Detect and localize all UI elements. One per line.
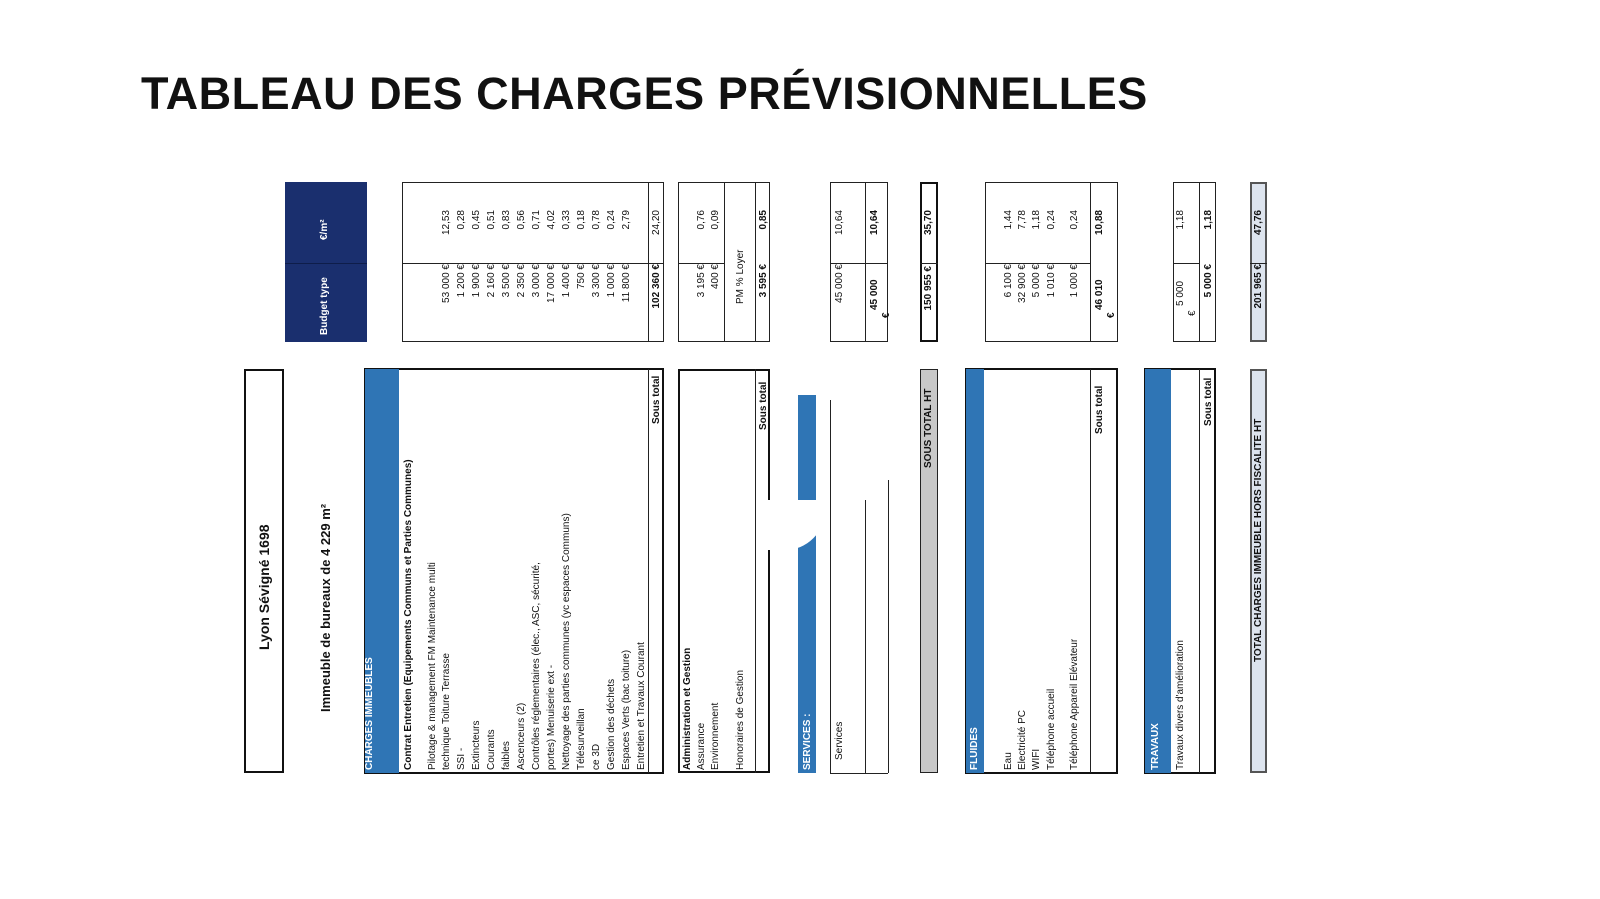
charges-subheader: Contrat Entretien (Equipements Communs et Parties Communes) (403, 459, 414, 770)
charges-item-amount: 3 000 € (531, 264, 542, 298)
sous-total-ht-amount: 150 955 € (923, 266, 934, 311)
charges-item-amount: 1 200 € (456, 264, 467, 298)
administration-subtotal-label: Sous total (758, 381, 769, 430)
fluides-item-per-m2: 1,18 (1031, 210, 1042, 230)
charges-item-per-m2: 0,56 (516, 210, 527, 230)
sous-total-ht-values-box (920, 182, 938, 342)
services-item-per-m2: 10,64 (834, 210, 845, 236)
fluides-subtotal-per-m2: 10,88 (1094, 210, 1105, 236)
services-subtotal-amount: 45 000 (869, 279, 880, 310)
total-values-box (1250, 182, 1267, 342)
administration-item-per-m2: 0,09 (710, 210, 721, 230)
fluides-label: FLUIDES (969, 727, 980, 770)
charges-item-per-m2: 0,83 (501, 210, 512, 230)
fluides-item-per-m2: 7,78 (1017, 210, 1028, 230)
travaux-item-currency: € (1187, 310, 1198, 316)
administration-subtotal-per-m2: 0,85 (758, 210, 769, 230)
fluides-item-amount: 6 100 € (1003, 264, 1014, 298)
charges-item-amount: 11 800 € (621, 264, 632, 303)
charges-item-label: Télésurveillan (576, 708, 587, 770)
charges-item-label: Extincteurs (471, 720, 482, 770)
fluides-item-amount: 5 000 € (1031, 264, 1042, 298)
charges-item-label: Nettoyage des parties communes (yc espaces Communs) (561, 513, 572, 770)
charges-item-label: Entretien et Travaux Courant (636, 642, 647, 770)
administration-item-amount: PM % Loyer (735, 249, 746, 304)
fluides-item-label: Electricité PC (1017, 709, 1028, 770)
charges-item-label: Courants (486, 729, 497, 770)
charges-item-label: portes) Menuiserie ext - (546, 664, 557, 770)
fluides-item-amount: 32 900 € (1017, 264, 1028, 303)
charges-item-amount: 1 900 € (471, 264, 482, 298)
charges-item-per-m2: 0,78 (591, 210, 602, 230)
charges-item-label: faibles (501, 741, 512, 770)
administration-item-label: Assurance (696, 722, 707, 770)
administration-item-per-m2: 0,76 (696, 210, 707, 230)
fluides-subtotal-currency: € (1106, 312, 1117, 318)
travaux-header (1145, 369, 1171, 773)
travaux-item-label: Travaux divers d'amélioration (1175, 640, 1186, 770)
travaux-label: TRAVAUX (1150, 723, 1161, 770)
charges-values-box (402, 182, 664, 342)
charges-item-label: technique Toiture Terrasse (441, 653, 452, 770)
charges-item-per-m2: 4,02 (546, 210, 557, 230)
fluides-subtotal-amount: 46 010 (1094, 279, 1105, 310)
travaux-subtotal-label: Sous total (1203, 377, 1214, 426)
services-subtotal-per-m2: 10,64 (869, 210, 880, 236)
fluides-item-label: WIFI (1031, 748, 1042, 770)
charges-item-amount: 17 000 € (546, 264, 557, 303)
fluides-item-per-m2: 0,24 (1069, 210, 1080, 230)
charges-item-per-m2: 0,45 (471, 210, 482, 230)
charges-immeubles-label: CHARGES IMMEUBLES (364, 657, 375, 770)
charges-item-label: ce 3D (591, 743, 602, 770)
administration-item-amount: 3 195 € (696, 264, 707, 298)
administration-subtotal-amount: 3 595 € (758, 264, 769, 298)
charges-item-amount: 3 300 € (591, 264, 602, 298)
services-values-box (830, 182, 888, 342)
charges-subtotal-per-m2: 24,20 (651, 210, 662, 236)
fluides-item-per-m2: 0,24 (1046, 210, 1057, 230)
charges-item-per-m2: 0,28 (456, 210, 467, 230)
fluides-header (966, 369, 984, 773)
sous-total-ht-per-m2: 35,70 (923, 210, 934, 236)
charges-item-per-m2: 2,79 (621, 210, 632, 230)
travaux-item-per-m2: 1,18 (1175, 210, 1186, 230)
charges-subtotal-amount: 102 360 € (651, 264, 662, 309)
building-name: Lyon Sévigné 1698 (256, 524, 272, 650)
charges-item-amount: 3 500 € (501, 264, 512, 298)
header-unit: €/m² (319, 219, 330, 240)
travaux-subtotal-per-m2: 1,18 (1203, 210, 1214, 230)
fluides-item-per-m2: 1,44 (1003, 210, 1014, 230)
charges-item-amount: 2 160 € (486, 264, 497, 298)
services-label: SERVICES : (802, 713, 813, 770)
travaux-item-amount: 5 000 (1175, 280, 1186, 306)
fluides-item-label: Téléphone Appareil Elévateur (1069, 638, 1080, 770)
charges-item-per-m2: 12,53 (441, 210, 452, 236)
charges-item-amount: 1 400 € (561, 264, 572, 298)
fluides-item-amount: 1 000 € (1069, 264, 1080, 298)
administration-subheader: Administration et Gestion (682, 647, 693, 770)
page-title: TABLEAU DES CHARGES PRÉVISIONNELLES (141, 68, 1148, 119)
services-item-amount: 45 000 € (834, 264, 845, 303)
charges-item-amount: 53 000 € (441, 264, 452, 303)
total-amount: 201 965 € (1253, 264, 1264, 309)
total-per-m2: 47,76 (1253, 210, 1264, 236)
charges-item-label: Ascenceurs (2) (516, 702, 527, 770)
charges-item-amount: 2 350 € (516, 264, 527, 298)
total-label: TOTAL CHARGES IMMEUBLE HORS FISCALITE HT (1253, 418, 1264, 662)
charges-item-label: Contrôles réglementaires (élec., ASC, sécurité, (531, 562, 542, 770)
travaux-values-box (1173, 182, 1216, 342)
charges-item-per-m2: 0,51 (486, 210, 497, 230)
charges-item-label: Espaces Verts (bac toiture) (621, 649, 632, 770)
administration-item-amount: 400 € (710, 264, 721, 290)
charges-item-per-m2: 0,33 (561, 210, 572, 230)
charges-subtotal-label: Sous total (651, 375, 662, 424)
administration-item-label: Honoraires de Gestion (735, 669, 746, 770)
building-description: Immeuble de bureaux de 4 229 m² (318, 503, 333, 712)
charges-item-label: SSI - (456, 747, 467, 770)
charges-item-per-m2: 0,71 (531, 210, 542, 230)
charges-item-label: Pilotage & management FM Maintenance multi (427, 562, 438, 770)
fluides-subtotal-label: Sous total (1094, 385, 1105, 434)
administration-item-label: Environnement (710, 702, 721, 770)
charges-item-amount: 1 000 € (606, 264, 617, 298)
header-budget: Budget type (319, 277, 330, 335)
travaux-subtotal-amount: 5 000 € (1203, 264, 1214, 298)
sous-total-ht-label: SOUS TOTAL HT (923, 388, 934, 468)
services-item-label: Services (834, 721, 845, 760)
charges-item-amount: 750 € (576, 264, 587, 290)
fluides-item-amount: 1 010 € (1046, 264, 1057, 298)
fluides-item-label: Eau (1003, 752, 1014, 770)
charges-item-label: Gestion des déchets (606, 678, 617, 770)
charges-item-per-m2: 0,18 (576, 210, 587, 230)
charges-item-per-m2: 0,24 (606, 210, 617, 230)
services-subtotal-currency: € (881, 312, 892, 318)
fluides-item-label: Téléphone accueil (1046, 688, 1057, 770)
fluides-values-box (985, 182, 1118, 342)
